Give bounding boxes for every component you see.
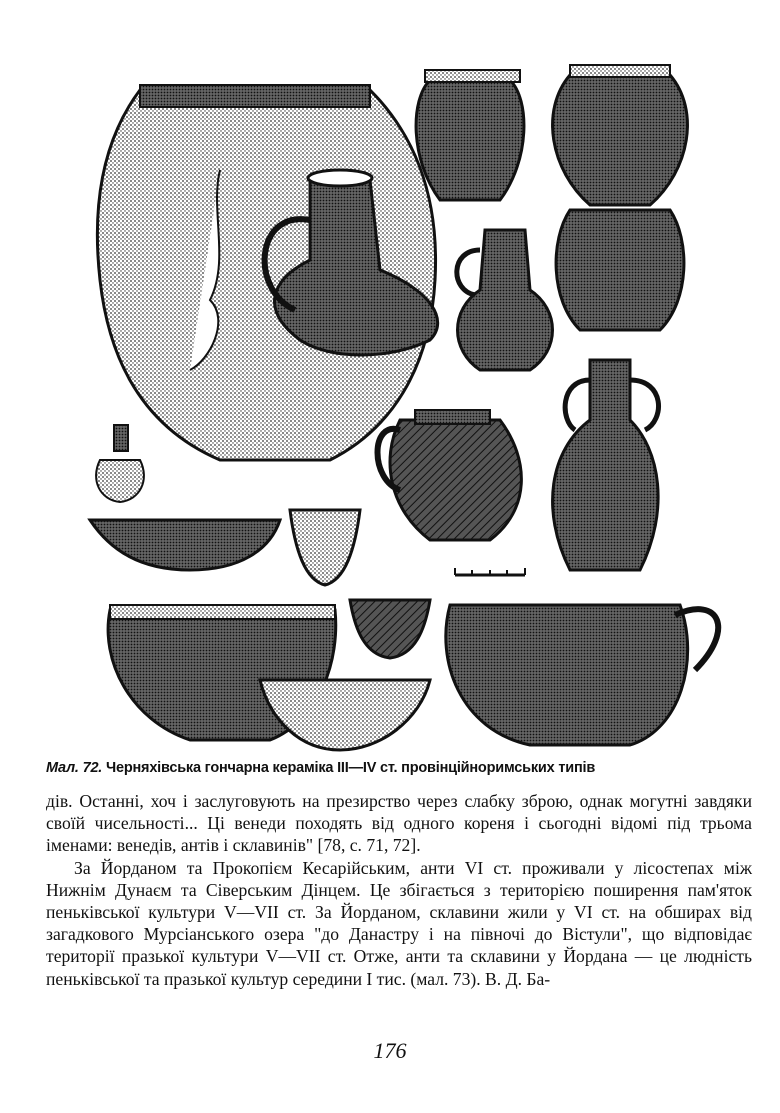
bowl-overlap	[260, 680, 430, 750]
handled-bowl-right	[446, 605, 718, 745]
scale-bar	[455, 568, 525, 575]
shallow-bowl	[90, 520, 280, 570]
top-pot-1	[416, 70, 524, 200]
bowl-pot-right	[556, 210, 684, 330]
page-number: 176	[373, 1038, 407, 1063]
figure-caption-text: Черняхівська гончарна кераміка III—IV ст. провінційноримських типів	[105, 760, 596, 776]
paragraph-2: За Йорданом та Прокопієм Кесарійським, анти VI ст. проживали у лісостепах між Нижнім Дунаєм та Сіверським Дінцем. Це збігається з територією поширення пам'яток пеньківської культури V—VII ст. За Йорданом, склавини жили у VI ст. на обширах від загадкового Мурсіанського озера "до Данастру і на півночі до Вістули", що відповідає території празької культури V—VII ст. Отже, анти та склавини у Йордана — це людність пеньківської та празької культур середини І тис. (мал. 73). В. Д. Ба-	[46, 857, 752, 989]
figure-label: Мал. 72.	[46, 760, 103, 776]
small-flask	[96, 425, 144, 502]
body-text	[46, 790, 752, 990]
amphora	[553, 360, 659, 570]
paragraph-1: дів. Останні, хоч і заслуговують на презирство через слабку зброю, однак могутні завдяки своїй чисельності... Ці венеди походять від одного кореня і сьогодні відомі під трьома іменами: венедів, антів і склавинів" [78, с. 71, 72].	[46, 791, 752, 856]
figure-caption	[46, 760, 746, 776]
pottery-illustration-icon	[70, 40, 740, 760]
top-pot-2	[553, 65, 688, 205]
pottery-figure	[70, 40, 740, 760]
pitcher-middle	[457, 230, 553, 370]
small-cup	[290, 510, 360, 585]
decorated-jug	[378, 410, 522, 540]
small-decorated-cup	[350, 600, 430, 658]
